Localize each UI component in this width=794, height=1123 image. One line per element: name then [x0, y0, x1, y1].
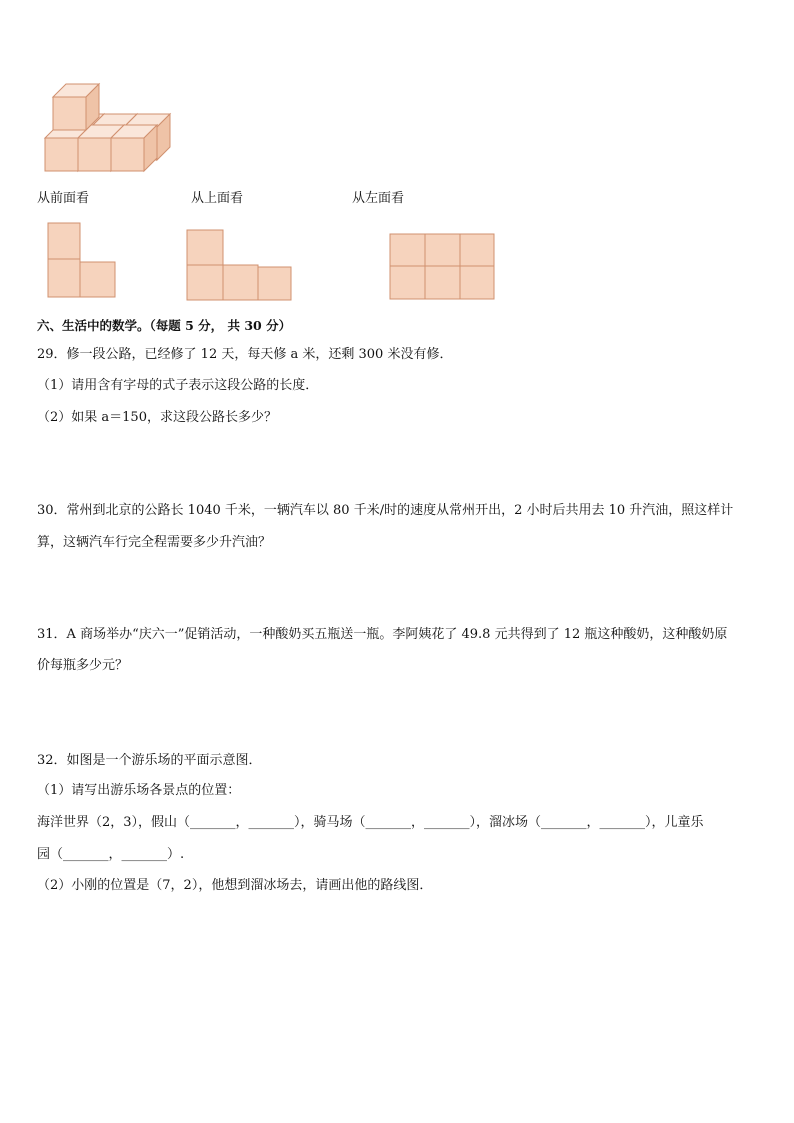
q30-line1: 30．常州到北京的公路长 1040 千米，一辆汽车以 80 千米/时的速度从常州开出，2 小时后共用去 10 升汽油，照这样计	[37, 503, 734, 518]
left-view-diagram	[389, 233, 497, 301]
cube-stack-figure	[40, 80, 175, 175]
left-view-square	[460, 266, 494, 299]
q29-part1: （1）请用含有字母的式子表示这段公路的长度．	[37, 378, 319, 393]
top-view-square	[258, 267, 291, 300]
left-view-square	[460, 234, 494, 266]
front-view-square	[48, 223, 80, 259]
q29-stem: 29．修一段公路，已经修了 12 天，每天修 a 米，还剩 300 米没有修．	[37, 347, 453, 362]
cube-front-face	[45, 138, 78, 171]
cube-front-face	[78, 138, 111, 171]
cube-front-face	[111, 138, 144, 171]
left-view-label: 从左面看	[352, 191, 405, 206]
front-view-label: 从前面看	[37, 191, 90, 206]
front-view-square	[48, 259, 80, 297]
left-view-square	[425, 234, 460, 266]
top-view-square	[223, 265, 258, 300]
q31-line2: 价每瓶多少元？	[37, 658, 129, 673]
top-view-square	[187, 230, 223, 265]
top-view-label: 从上面看	[191, 191, 244, 206]
q30-line2: 算，这辆汽车行完全程需要多少升汽油？	[37, 535, 272, 550]
q31-line1: 31．A 商场举办“庆六一”促销活动，一种酸奶买五瓶送一瓶。李阿姨花了 49.8 元共得到了 12 瓶这种酸奶，这种酸奶原	[37, 627, 728, 642]
cube-group	[45, 84, 170, 171]
top-view-diagram	[186, 229, 294, 302]
q32-positions-line-b: 园（_______，_______）.	[37, 847, 185, 862]
q32-positions-line-a: 海洋世界（2，3），假山（_______，_______），骑马场（_______，_______），溜冰场（_______，_______），儿童乐	[37, 815, 704, 830]
left-view-square	[390, 266, 425, 299]
q32-stem: 32．如图是一个游乐场的平面示意图．	[37, 753, 262, 768]
left-view-square	[390, 234, 425, 266]
left-view-square	[425, 266, 460, 299]
q29-part2: （2）如果 a＝150，求这段公路长多少？	[37, 410, 277, 425]
top-view-square	[187, 265, 223, 300]
front-view-square	[80, 262, 115, 297]
section-6-title: 六、生活中的数学。（每题 5 分， 共 30 分）	[37, 318, 292, 333]
q32-part1: （1）请写出游乐场各景点的位置：	[37, 783, 241, 798]
cube-front-face	[53, 97, 86, 130]
q32-part2: （2）小刚的位置是（7，2），他想到溜冰场去，请画出他的路线图．	[37, 878, 433, 893]
front-view-diagram	[47, 222, 119, 300]
